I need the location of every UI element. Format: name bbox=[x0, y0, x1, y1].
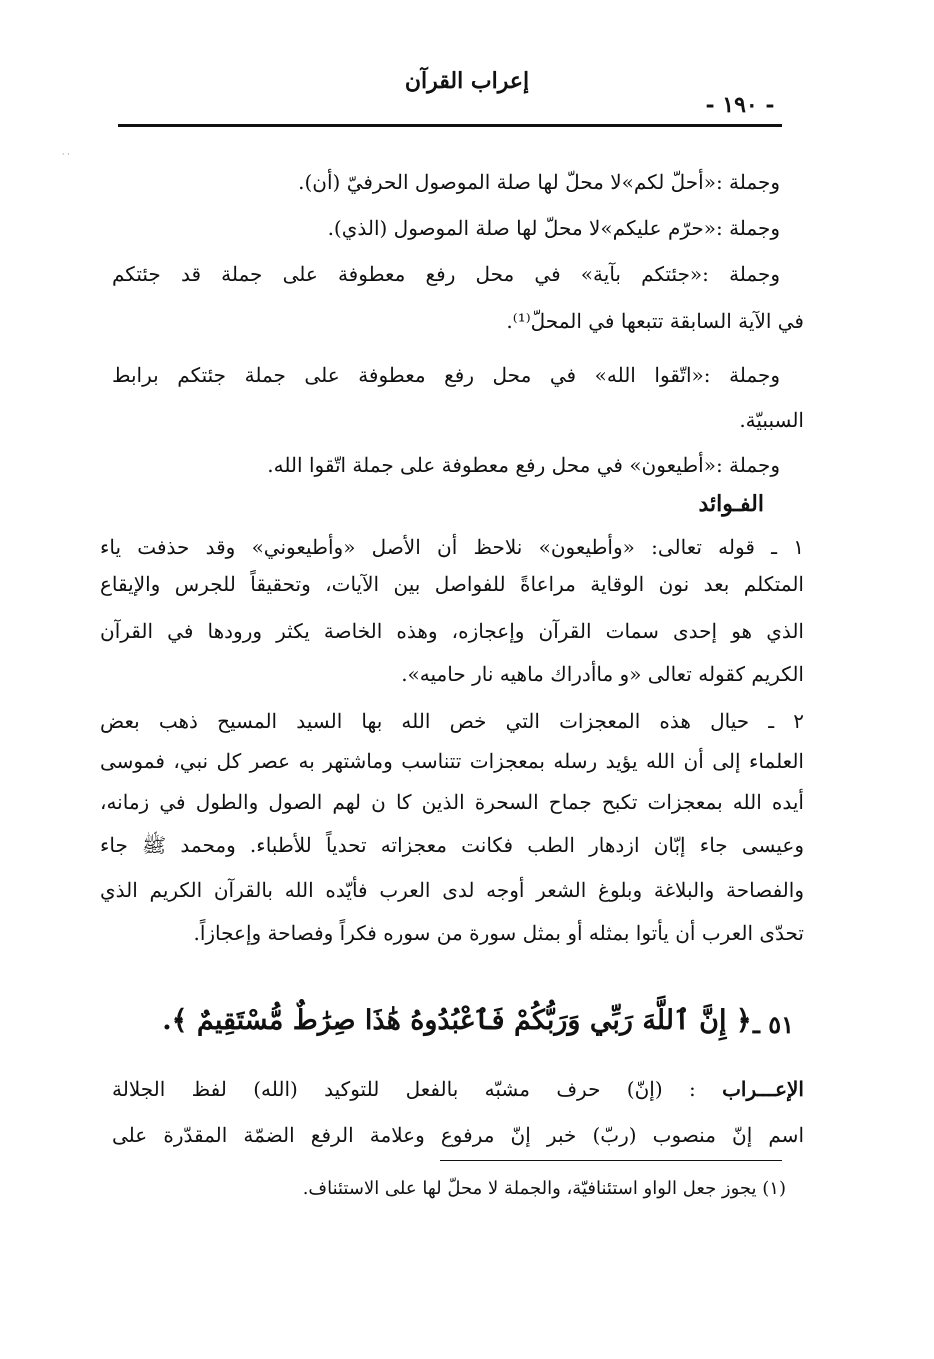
text-line: تحدّى العرب أن يأتوا بمثله أو بمثل سورة من سوره فكراً وفصاحة وإعجازاً. bbox=[193, 921, 804, 945]
text-line: وعيسى جاء إبّان ازدهار الطب فكانت معجزاته تحدياً للأطباء. ومحمد ﷺ جاء bbox=[100, 833, 804, 857]
text-line: وجملة :«حرّم عليكم»لا محلّ لها صلة الموصول (الذي). bbox=[327, 216, 780, 240]
text-line: الكريم كقوله تعالى «و ماأدراك ماهيه نار حاميه». bbox=[401, 662, 804, 686]
text-line: وجملة :«أطيعون» في محل رفع معطوفة على جملة اتّقوا الله. bbox=[267, 453, 780, 477]
irab-label: الإعـــراب bbox=[722, 1077, 804, 1101]
text-line: وجملة :«اتّقوا الله» في محل رفع معطوفة على جملة جئتكم برابط bbox=[112, 363, 780, 387]
quran-verse: ﴿ إِنَّ ٱللَّهَ رَبِّي وَرَبُّكُمْ فَٱعْبُدُوهُ هَٰذَا صِرَٰطٌ مُّسْتَقِيمٌ ﴾. bbox=[162, 1005, 752, 1036]
page-number: - ١٩٠ - bbox=[705, 92, 775, 118]
running-header-title: إعراب القرآن bbox=[404, 68, 530, 94]
text-line: وجملة :«أحلّ لكم»لا محلّ لها صلة الموصول الحرفيّ (أن). bbox=[298, 170, 780, 194]
section-heading-benefits: الفـوائد bbox=[698, 491, 764, 517]
text-line: ٢ ـ حيال هذه المعجزات التي خص الله بها السيد المسيح ذهب بعض bbox=[100, 709, 804, 733]
text-line: العلماء إلى أن الله يؤيد رسله بمعجزات تتناسب وماشتهر به عصر كل نبي، فموسى bbox=[100, 749, 804, 773]
irab-line bbox=[112, 1075, 804, 1103]
text-line: الذي هو إحدى سمات القرآن وإعجازه، وهذه الخاصة يكثر ورودها في القرآن bbox=[100, 619, 804, 643]
footnote-rule bbox=[440, 1160, 782, 1161]
text-line: أيده الله بمعجزات تكبح جماح السحرة الذين كا ن لهم الصول والطول في زمانه، bbox=[100, 790, 804, 814]
text-line: السببيّة. bbox=[739, 408, 804, 432]
scan-specks: · · bbox=[62, 150, 70, 159]
irab-text: : (إنّ) حرف مشبّه بالفعل للتوكيد (الله) لفظ الجلالة bbox=[112, 1077, 696, 1101]
irab-line: اسم إنّ منصوب (ربّ) خبر إنّ مرفوع وعلامة الرفع الضمّة المقدّرة على bbox=[112, 1123, 804, 1147]
text-line: في الآية السابقة تتبعها في المحلّ⁽¹⁾. bbox=[506, 309, 804, 333]
text-line: والفصاحة والبلاغة وبلوغ الشعر أوجه لدى العرب فأيّده الله بالقرآن الكريم الذي bbox=[100, 878, 804, 902]
footnote: (١) يجوز جعل الواو استئنافيّة، والجملة لا محلّ لها على الاستئناف. bbox=[302, 1178, 786, 1199]
verse-number: ٥١ ـ bbox=[752, 1010, 794, 1039]
text-line: ١ ـ قوله تعالى: «وأطيعون» نلاحظ أن الأصل «وأطيعوني» وقد حذفت ياء bbox=[100, 535, 804, 559]
header-rule bbox=[118, 124, 782, 127]
text-line: وجملة :«جئتكم بآية» في محل رفع معطوفة على جملة قد جئتكم bbox=[112, 262, 780, 286]
text-line: المتكلم بعد نون الوقاية مراعاةً للفواصل بين الآيات، وتحقيقاً للجرس والإيقاع bbox=[100, 572, 804, 596]
